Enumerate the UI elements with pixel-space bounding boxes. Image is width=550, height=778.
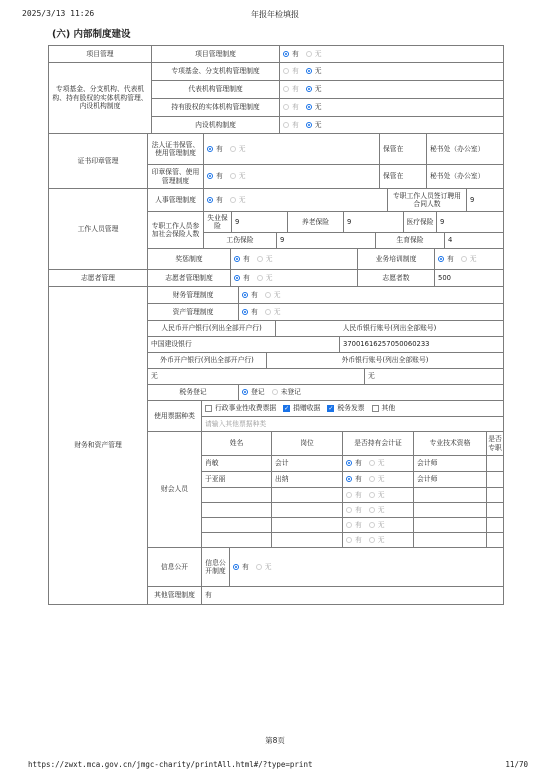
label-training-system: 业务培训制度 — [357, 248, 435, 270]
radio-unchecked-icon — [230, 146, 236, 152]
value-kept-at-cert: 秘书处（办公室） — [426, 133, 504, 165]
other-receipt-placeholder: 请输入其他票据种类 — [205, 419, 267, 428]
option-label: 无 — [314, 120, 322, 129]
radio-no[interactable] — [256, 563, 272, 571]
option-label: 有 — [292, 103, 299, 112]
radio-unchecked-icon — [256, 564, 262, 570]
label-legal-cert-custody: 法人证书保管、使用管理制度 — [147, 133, 204, 165]
checkbox-group-receipts — [201, 400, 504, 417]
label-project-system: 项目管理制度 — [151, 45, 280, 63]
checkbox-tax-invoice[interactable] — [327, 404, 364, 412]
table-row-name — [201, 532, 272, 548]
print-page-count: 11/70 — [505, 760, 528, 769]
radio-no[interactable] — [306, 67, 322, 75]
radio-unchecked-icon — [369, 522, 375, 528]
label-volunteer-system: 志愿者管理制度 — [147, 269, 231, 287]
option-label: 未登记 — [280, 388, 301, 397]
radio-yes[interactable] — [346, 491, 362, 499]
checkbox-other-receipt[interactable] — [372, 404, 396, 412]
option-label: 无 — [265, 273, 273, 282]
label-receipt-types: 使用票据种类 — [147, 400, 202, 432]
table-row-post — [271, 502, 343, 518]
radio-no[interactable] — [461, 255, 477, 263]
value-volunteer-count: 500 — [434, 269, 504, 287]
checkbox-admin-fee-receipt[interactable] — [205, 404, 276, 412]
radio-yes[interactable] — [207, 145, 223, 153]
col-header-post: 岗位 — [271, 431, 343, 456]
radio-checked-icon — [283, 51, 289, 57]
table-row-qualification — [413, 502, 487, 518]
page-number: 第8页 — [265, 736, 285, 745]
radio-yes[interactable] — [346, 506, 362, 514]
radio-yes[interactable] — [283, 121, 299, 129]
label-rmb-bank: 人民币开户银行(列出全部开户行) — [147, 320, 276, 337]
option-label: 无 — [238, 144, 246, 153]
radio-unchecked-icon — [346, 537, 352, 543]
radio-unchecked-icon — [283, 122, 289, 128]
radio-checked-icon — [306, 86, 312, 92]
print-datetime: 2025/3/13 11:26 — [22, 9, 95, 18]
internal-system-table — [48, 45, 504, 605]
option-label: 有 — [355, 535, 362, 544]
label-finance-asset: 财务和资产管理 — [48, 286, 148, 605]
label-volunteer-management: 志愿者管理 — [48, 269, 148, 287]
label-seal-custody: 印章保管、使用管理制度 — [147, 164, 204, 189]
table-row-fulltime — [486, 455, 504, 472]
radio-yes[interactable] — [242, 291, 258, 299]
option-label: 无 — [469, 254, 477, 263]
table-row-name — [201, 487, 272, 503]
table-row-post: 会计 — [271, 455, 343, 472]
table-row-fulltime — [486, 471, 504, 488]
table-row-name — [201, 502, 272, 518]
radio-checked-icon — [242, 389, 248, 395]
table-row-name: 肖敏 — [201, 455, 272, 472]
page-header-title: 年报年检填报 — [251, 10, 299, 19]
radio-no[interactable] — [369, 521, 385, 529]
radio-checked-icon — [207, 197, 213, 203]
option-label: 有 — [251, 307, 258, 316]
option-label: 无 — [273, 307, 281, 316]
checkbox-checked-icon: ✓ — [284, 404, 290, 412]
col-header-name: 姓名 — [201, 431, 272, 456]
radio-yes[interactable] — [283, 103, 299, 111]
label-certificate-seal: 证书印章管理 — [48, 133, 148, 189]
option-label: 有 — [242, 562, 249, 571]
table-row-name: 于亚丽 — [201, 471, 272, 488]
table-row-post — [271, 532, 343, 548]
option-label: 无 — [238, 172, 246, 181]
radio-no[interactable] — [230, 145, 246, 153]
radio-group-tax — [238, 384, 504, 401]
option-label: 登记 — [251, 388, 265, 397]
radio-unchecked-icon — [346, 492, 352, 498]
option-label: 有 — [292, 67, 299, 76]
radio-group-representative — [279, 80, 504, 99]
radio-no[interactable] — [265, 291, 281, 299]
label-kept-at: 保管在 — [379, 164, 427, 189]
radio-yes[interactable] — [207, 196, 223, 204]
radio-unchecked-icon — [283, 86, 289, 92]
option-label: 无 — [238, 195, 246, 204]
table-row-qualification — [413, 532, 487, 548]
option-label: 有 — [355, 505, 362, 514]
option-label: 有 — [355, 459, 362, 468]
radio-yes[interactable] — [346, 459, 362, 467]
radio-unchecked-icon — [369, 537, 375, 543]
label-kept-at: 保管在 — [379, 133, 427, 165]
table-row-fulltime — [486, 517, 504, 533]
radio-unchecked-icon — [265, 309, 271, 315]
label-contract-count: 专职工作人员签订聘用合同人数 — [387, 188, 467, 212]
radio-group-project-system — [279, 45, 504, 63]
option-label: 无 — [314, 103, 322, 112]
radio-checked-icon — [242, 292, 248, 298]
radio-yes[interactable] — [346, 536, 362, 544]
option-label: 无 — [314, 49, 322, 58]
label-tax-registration: 税务登记 — [147, 384, 239, 401]
value-injury-insurance: 9 — [276, 232, 376, 249]
radio-checked-icon — [346, 460, 352, 466]
radio-no[interactable] — [369, 491, 385, 499]
radio-no[interactable] — [306, 103, 322, 111]
label-equity-entity-system: 持有股权的实体机构管理制度 — [151, 98, 280, 117]
option-label: 有 — [216, 144, 223, 153]
table-row-post — [271, 487, 343, 503]
label-fund-branch-group: 专项基金、分支机构、代表机构、持有股权的实体机构管理、内设机构制度 — [48, 62, 152, 134]
radio-unregistered[interactable] — [272, 388, 301, 396]
label-asset-system: 资产管理制度 — [147, 303, 239, 321]
radio-unchecked-icon — [346, 507, 352, 513]
option-label: 无 — [377, 490, 385, 499]
label-other-systems: 其他管理制度 — [147, 586, 202, 605]
value-maternity-insurance: 4 — [444, 232, 504, 249]
radio-checked-icon — [234, 275, 240, 281]
label-project-management: 项目管理 — [48, 45, 152, 63]
radio-checked-icon — [234, 256, 240, 262]
label-representative-system: 代表机构管理制度 — [151, 80, 280, 99]
radio-registered[interactable] — [242, 388, 265, 396]
radio-group-volunteer — [230, 269, 358, 287]
option-label: 行政事业性收费票据 — [215, 404, 277, 413]
table-row-post: 出纳 — [271, 471, 343, 488]
radio-yes[interactable] — [283, 50, 299, 58]
option-label: 税务发票 — [337, 404, 365, 413]
section-title: (六) 内部制度建设 — [52, 29, 131, 40]
radio-checked-icon — [242, 309, 248, 315]
table-row-fulltime — [486, 502, 504, 518]
radio-unchecked-icon — [257, 275, 263, 281]
option-label: 无 — [314, 67, 322, 76]
radio-yes[interactable] — [283, 85, 299, 93]
label-maternity-insurance: 生育保险 — [375, 232, 445, 249]
col-header-cert: 是否持有会计证 — [342, 431, 414, 456]
radio-group-legal-cert — [203, 133, 380, 165]
label-info-disclosure: 信息公开 — [147, 547, 202, 587]
option-label: 无 — [377, 520, 385, 529]
radio-group-finance — [238, 286, 504, 304]
table-row-cert — [342, 517, 414, 533]
col-header-fulltime: 是否专职 — [486, 431, 504, 456]
radio-no[interactable] — [306, 121, 322, 129]
radio-checked-icon — [306, 68, 312, 74]
checkbox-unchecked-icon — [372, 405, 379, 412]
label-foreign-account: 外币银行账号(列出全部账号) — [266, 352, 504, 369]
radio-yes[interactable] — [438, 255, 454, 263]
radio-group-fund-branch — [279, 62, 504, 81]
radio-unchecked-icon — [306, 51, 312, 57]
label-unemployment-insurance: 失业保险 — [203, 211, 232, 233]
radio-yes[interactable] — [234, 274, 250, 282]
radio-no[interactable] — [265, 308, 281, 316]
option-label: 有 — [355, 490, 362, 499]
radio-no[interactable] — [306, 50, 322, 58]
radio-group-internal-org — [279, 116, 504, 134]
value-kept-at-seal: 秘书处（办公室） — [426, 164, 504, 189]
radio-checked-icon — [233, 564, 239, 570]
radio-checked-icon — [346, 476, 352, 482]
option-label: 无 — [265, 254, 273, 263]
option-label: 有 — [251, 290, 258, 299]
radio-yes[interactable] — [283, 67, 299, 75]
radio-no[interactable] — [257, 274, 273, 282]
radio-unchecked-icon — [257, 256, 263, 262]
radio-yes[interactable] — [346, 475, 362, 483]
radio-yes[interactable] — [234, 255, 250, 263]
radio-no[interactable] — [369, 475, 385, 483]
label-info-disclosure-system: 信息公开制度 — [201, 547, 230, 587]
radio-no[interactable] — [306, 85, 322, 93]
radio-group-equity-entity — [279, 98, 504, 117]
radio-unchecked-icon — [265, 292, 271, 298]
print-url: https://zwxt.mca.gov.cn/jmgc-charity/printAll.html#/?type=print — [28, 760, 313, 769]
table-row-qualification — [413, 487, 487, 503]
checkbox-checked-icon: ✓ — [328, 404, 334, 412]
option-label: 有 — [216, 195, 223, 204]
table-row-qualification — [413, 517, 487, 533]
value-medical-insurance: 9 — [436, 211, 504, 233]
radio-checked-icon — [207, 173, 213, 179]
table-row-name — [201, 517, 272, 533]
value-other-systems: 有 — [201, 586, 504, 605]
label-volunteer-count: 志愿者数 — [357, 269, 435, 287]
label-accounting-staff: 财会人员 — [147, 431, 202, 548]
label-rmb-account: 人民币银行账号(列出全部账号) — [275, 320, 504, 337]
radio-group-asset — [238, 303, 504, 321]
radio-no[interactable] — [230, 172, 246, 180]
table-row-qualification: 会计师 — [413, 471, 487, 488]
option-label: 有 — [447, 254, 454, 263]
option-label: 有 — [292, 85, 299, 94]
radio-group-seal — [203, 164, 380, 189]
label-finance-system: 财务管理制度 — [147, 286, 239, 304]
option-label: 有 — [355, 520, 362, 529]
radio-no[interactable] — [369, 536, 385, 544]
value-pension-insurance: 9 — [343, 211, 404, 233]
radio-unchecked-icon — [283, 104, 289, 110]
value-foreign-bank: 无 — [147, 368, 365, 385]
table-row-cert — [342, 532, 414, 548]
radio-group-info-disclosure — [229, 547, 504, 587]
value-contract-count: 9 — [466, 188, 504, 212]
label-insured-count: 专职工作人员参加社会保险人数 — [147, 211, 204, 249]
radio-yes[interactable] — [233, 563, 249, 571]
table-row-cert — [342, 455, 414, 472]
radio-yes[interactable] — [242, 308, 258, 316]
radio-unchecked-icon — [369, 460, 375, 466]
radio-unchecked-icon — [369, 507, 375, 513]
label-internal-org-system: 内设机构制度 — [151, 116, 280, 134]
value-rmb-account: 37001616257050060233 — [339, 336, 504, 353]
option-label: 有 — [243, 273, 250, 282]
option-label: 无 — [377, 505, 385, 514]
label-injury-insurance: 工伤保险 — [203, 232, 277, 249]
value-foreign-account: 无 — [364, 368, 504, 385]
checkbox-donation-receipt[interactable] — [283, 404, 320, 412]
option-label: 其他 — [381, 404, 396, 413]
table-row-qualification: 会计师 — [413, 455, 487, 472]
table-row-fulltime — [486, 532, 504, 548]
value-unemployment-insurance: 9 — [231, 211, 288, 233]
option-label: 无 — [273, 290, 281, 299]
label-pension-insurance: 养老保险 — [287, 211, 344, 233]
radio-unchecked-icon — [369, 492, 375, 498]
table-row-fulltime — [486, 487, 504, 503]
table-row-cert — [342, 471, 414, 488]
option-label: 捐赠收据 — [293, 404, 321, 413]
label-reward-system: 奖惩制度 — [147, 248, 231, 270]
radio-group-hr — [203, 188, 388, 212]
label-fund-branch-system: 专项基金、分支机构管理制度 — [151, 62, 280, 81]
option-label: 有 — [216, 172, 223, 181]
option-label: 有 — [243, 254, 250, 263]
label-hr-system: 人事管理制度 — [147, 188, 204, 212]
radio-unchecked-icon — [272, 389, 278, 395]
option-label: 无 — [264, 562, 272, 571]
option-label: 无 — [377, 459, 385, 468]
option-label: 有 — [292, 49, 299, 58]
radio-no[interactable] — [369, 459, 385, 467]
radio-checked-icon — [306, 104, 312, 110]
option-label: 无 — [377, 535, 385, 544]
radio-unchecked-icon — [230, 197, 236, 203]
radio-yes[interactable] — [346, 521, 362, 529]
option-label: 无 — [314, 85, 322, 94]
radio-unchecked-icon — [346, 522, 352, 528]
option-label: 无 — [377, 475, 385, 484]
radio-checked-icon — [306, 122, 312, 128]
radio-no[interactable] — [257, 255, 273, 263]
radio-yes[interactable] — [207, 172, 223, 180]
other-receipt-input[interactable] — [201, 416, 504, 432]
table-row-post — [271, 517, 343, 533]
label-medical-insurance: 医疗保险 — [403, 211, 437, 233]
value-rmb-bank: 中国建设银行 — [147, 336, 340, 353]
radio-group-reward — [230, 248, 358, 270]
radio-checked-icon — [207, 146, 213, 152]
radio-no[interactable] — [230, 196, 246, 204]
checkbox-unchecked-icon — [205, 405, 212, 412]
col-header-qualification: 专业技术资格 — [413, 431, 487, 456]
radio-checked-icon — [438, 256, 444, 262]
label-foreign-bank: 外币开户银行(列出全部开户行) — [147, 352, 267, 369]
radio-unchecked-icon — [369, 476, 375, 482]
label-staff-management: 工作人员管理 — [48, 188, 148, 270]
radio-no[interactable] — [369, 506, 385, 514]
table-row-cert — [342, 487, 414, 503]
radio-unchecked-icon — [230, 173, 236, 179]
radio-group-training — [434, 248, 504, 270]
option-label: 有 — [292, 120, 299, 129]
radio-unchecked-icon — [461, 256, 467, 262]
radio-unchecked-icon — [283, 68, 289, 74]
option-label: 有 — [355, 475, 362, 484]
table-row-cert — [342, 502, 414, 518]
